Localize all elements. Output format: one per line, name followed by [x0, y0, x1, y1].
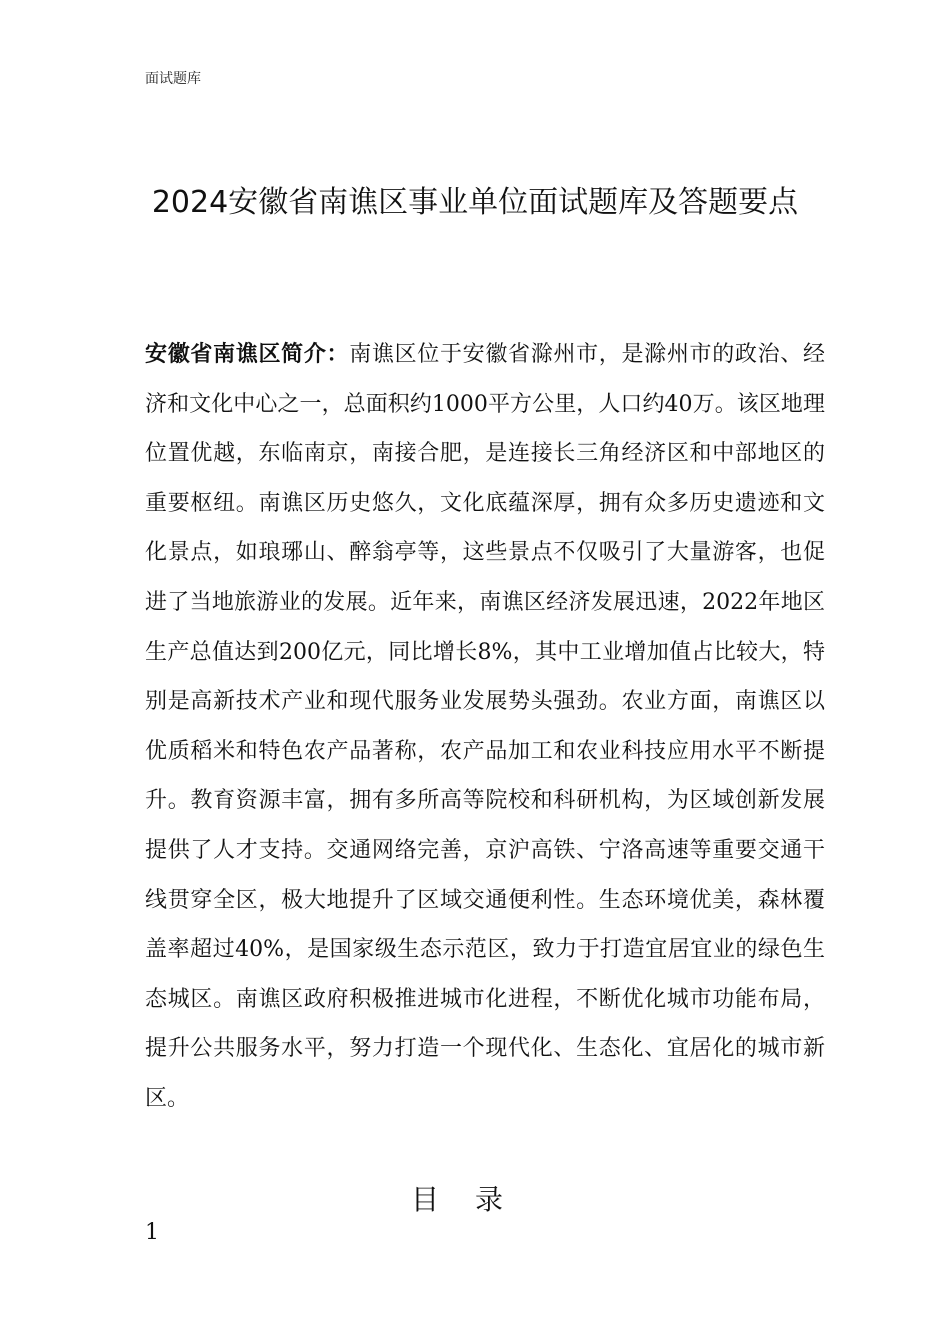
document-title: 2024安徽省南谯区事业单位面试题库及答题要点	[151, 185, 799, 220]
page-number: 1	[145, 1220, 159, 1245]
header-note: 面试题库	[145, 71, 201, 87]
intro-label: 安徽省南谯区简介：	[145, 342, 350, 367]
intro-text: 南谯区位于安徽省滁州市，是滁州市的政治、经济和文化中心之一，总面积约1000平方公里，人口约40万。该区地理位置优越，东临南京，南接合肥，是连接长三角经济区和中部地区的重要枢纽。南谯区历史悠久，文化底蕴深厚，拥有众多历史遗迹和文化景点，如琅琊山、醉翁亭等，这些景点不仅吸引了大量游客，也促进了当地旅游业的发展。近年来，南谯区经济发展迅速，2022年地区生产总值达到200亿元，同比增长8%，其中工业增加值占比较大，特别是高新技术产业和现代服务业发展势头强劲。农业方面，南谯区以优质稻米和特色农产品著称，农产品加工和农业科技应用水平不断提升。教育资源丰富，拥有多所高等院校和科研机构，为区域创新发展提供了人才支持。交通网络完善，京沪高铁、宁洛高速等重要交通干线贯穿全区，极大地提升了区域交通便利性。生态环境优美，森林覆盖率超过40%，是国家级生态示范区，致力于打造宜居宜业的绿色生态城区。南谯区政府积极推进城市化进程，不断优化城市功能布局，提升公共服务水平，努力打造一个现代化、生态化、宜居化的城市新区。	[145, 342, 825, 1111]
intro-paragraph	[145, 330, 825, 1124]
toc-heading: 目录	[410, 1183, 539, 1216]
